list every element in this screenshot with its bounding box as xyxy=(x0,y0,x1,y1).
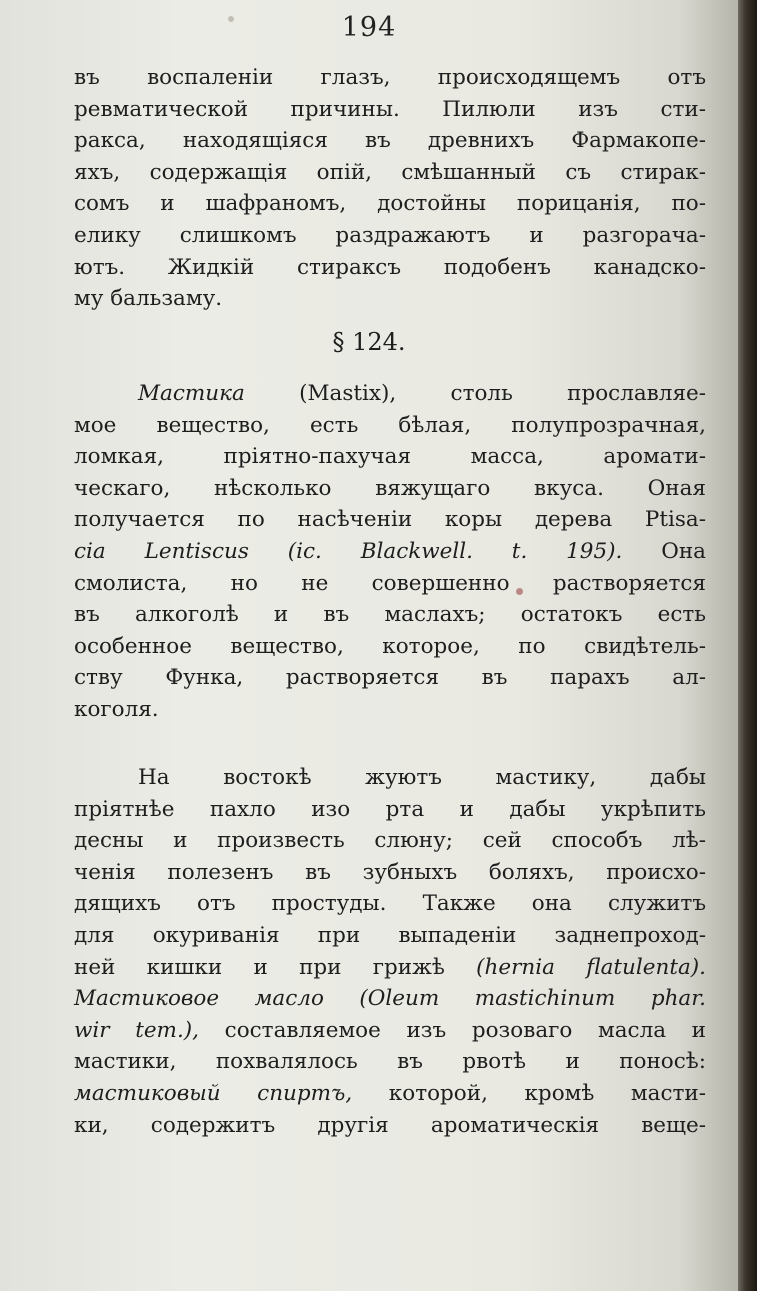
text-line: елику слишкомъ раздражаютъ и разгорача- xyxy=(74,222,706,248)
text-line: ютъ. Жидкій стираксъ подобенъ канадско- xyxy=(74,254,706,280)
text-line: въ воспаленіи глазъ, происходящемъ отъ xyxy=(74,65,706,90)
text-line xyxy=(74,983,706,1015)
text-line: мое вещество, есть бѣлая, полупрозрачная, xyxy=(74,412,706,438)
text-line xyxy=(74,1078,706,1110)
text-line: ломкая, пріятно-пахучая масса, аромати- xyxy=(74,444,706,470)
text-line xyxy=(74,378,706,410)
text-segment: (Mastix), столь прославляе- xyxy=(244,381,706,406)
text-line: ракса, находящіяся въ древнихъ Фармакопе- xyxy=(74,128,706,154)
text-line: дящихъ отъ простуды. Также она служитъ xyxy=(74,891,706,917)
text-line: особенное вещество, которое, по свидѣтель- xyxy=(74,633,706,659)
text-line: ченія полезенъ въ зубныхъ боляхъ, происхо- xyxy=(74,859,706,885)
text-line: коголя. xyxy=(74,696,159,722)
italic-term: Мастика xyxy=(138,381,245,406)
text-line: смолиста, но не совершенно растворяется xyxy=(74,570,706,596)
paragraph-1 xyxy=(74,62,706,315)
text-line: пріятнѣе пахло изо рта и дабы укрѣпить xyxy=(74,796,706,822)
text-line: ки, содержитъ другія ароматическія веще- xyxy=(74,1112,706,1138)
text-segment: Она xyxy=(622,538,706,564)
text-line xyxy=(74,1015,706,1047)
page-number: 194 xyxy=(341,12,397,43)
book-page-edge xyxy=(738,0,757,1291)
text-segment: ней кишки и при грижѣ xyxy=(74,954,477,980)
text-line: получается по насѣченіи коры дерева Ptisa- xyxy=(74,507,706,533)
text-line: десны и произвесть слюну; сей способъ лѣ- xyxy=(74,828,706,854)
text-line: На востокѣ жуютъ мастику, дабы xyxy=(138,765,706,790)
italic-term: wir tem.), xyxy=(74,1017,200,1043)
italic-term: мастиковый спиртъ, xyxy=(74,1080,353,1106)
section-heading: § 124. xyxy=(332,328,406,356)
text-line: мастики, похвалялось въ рвотѣ и поносѣ: xyxy=(74,1049,706,1075)
text-segment: составляемое изъ розоваго масла и xyxy=(199,1017,707,1043)
paragraph-2 xyxy=(74,378,706,726)
italic-term: Мастиковое масло (Oleum mastichinum phar. xyxy=(74,986,706,1012)
text-line: му бальзаму. xyxy=(74,286,223,312)
text-line: ству Функа, растворяется въ парахъ ал- xyxy=(74,665,706,691)
text-line xyxy=(74,536,706,568)
text-line: яхъ, содержащія опій, смѣшанный съ стирак- xyxy=(74,159,706,185)
text-line: ческаго, нѣсколько вяжущаго вкуса. Оная xyxy=(74,475,706,501)
text-line: сомъ и шафраномъ, достойны порицанія, по- xyxy=(74,191,706,217)
text-segment: которой, кромѣ масти- xyxy=(352,1080,706,1106)
text-line: для окуриванія при выпаденіи заднепроход- xyxy=(74,922,706,948)
text-line: ревматической причины. Пилюли изъ сти- xyxy=(74,96,706,122)
text-line xyxy=(74,952,706,984)
italic-citation: cia Lentiscus (ic. Blackwell. t. 195). xyxy=(74,538,623,564)
italic-term: (hernia flatulenta). xyxy=(476,954,707,980)
text-line: въ алкоголѣ и въ маслахъ; остатокъ есть xyxy=(74,602,706,628)
paragraph-3 xyxy=(74,762,706,1141)
